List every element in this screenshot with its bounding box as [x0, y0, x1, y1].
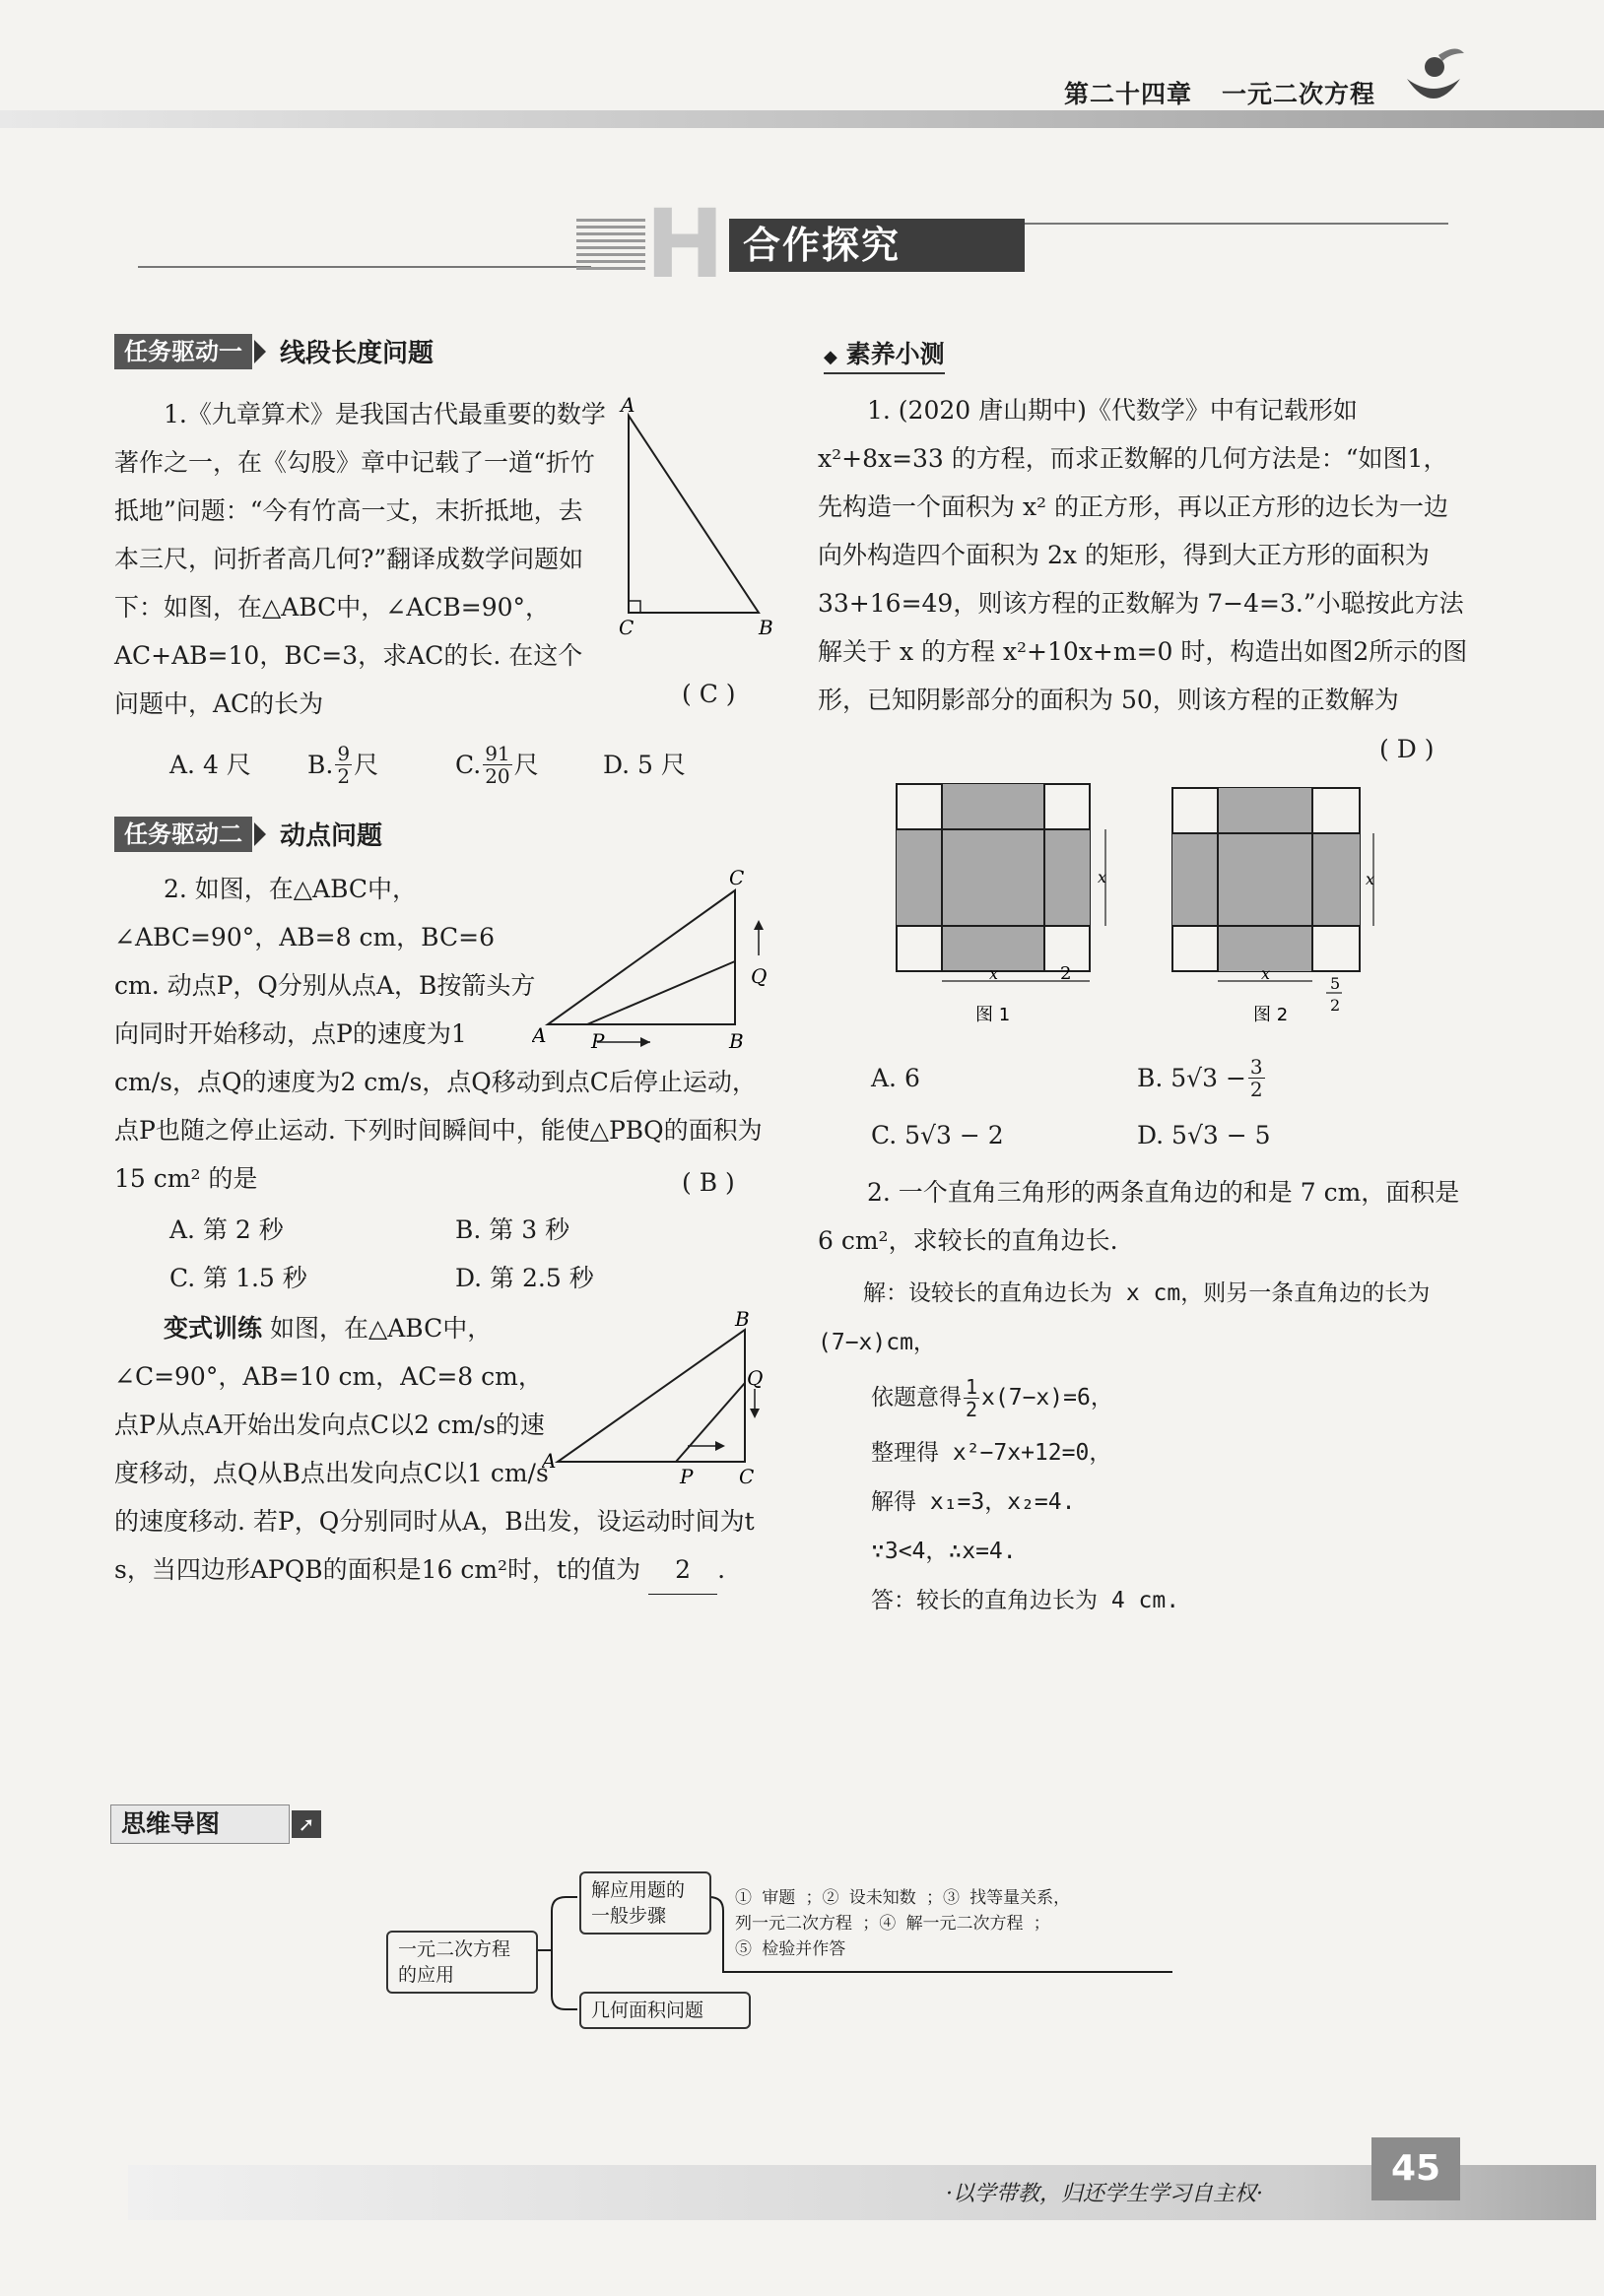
tag-arrow-icon — [252, 817, 270, 852]
task1-option-a: A. 4 尺 — [169, 751, 251, 779]
task1-title: 线段长度问题 — [280, 339, 434, 368]
tag-arrow-icon — [252, 334, 270, 369]
fraction: $\frac{1}{2}$ — [966, 1374, 978, 1421]
variant-triangle-figure — [542, 1310, 769, 1487]
solution-line-3: 整理得 x²−7x+12=0， — [871, 1440, 1112, 1466]
quiz-figure-1 — [887, 778, 1143, 1034]
solution-line-4: 解得 x₁=3，x₂=4. — [871, 1489, 1076, 1515]
task1-header — [114, 333, 434, 369]
mindmap-arrow-icon: ➚ — [292, 1810, 321, 1838]
fig3-label-q: Q — [747, 1366, 764, 1390]
quiz-option-c: C. 5√3 − 2 — [871, 1120, 1004, 1149]
section-divider-left — [138, 266, 591, 268]
quiz-q1-options — [871, 1048, 1442, 1162]
section-stripes — [576, 219, 645, 270]
fig3-label-c: C — [739, 1465, 755, 1487]
task1-option-d: D. 5 尺 — [603, 751, 686, 779]
fraction: $\frac{9}{2}$ — [337, 742, 351, 788]
fig2-label-a: A — [532, 1023, 547, 1047]
task2-answer: ( B ) — [682, 1168, 735, 1197]
task1-option-b: B. $\frac{9}{2}$ 尺 — [307, 742, 379, 788]
mindmap-steps-line-2: 列一元二次方程 ；④ 解一元二次方程 ； — [735, 1914, 1050, 1934]
mindmap-root: 一元二次方程的应用 — [386, 1931, 538, 1994]
mindmap-label: 思维导图 — [121, 1809, 221, 1838]
fig1-label-a: A — [621, 394, 635, 417]
task1-question: 1.《九章算术》是我国古代最重要的数学著作之一，在《勾股》章中记载了一道“折竹抵地”问题：“今有竹高一丈，末折抵地，去本三尺，问折者高几何?”翻译成数学问题如下：如图，在△ABC中，∠ACB=90°，AC+AB=10，BC=3，求AC的长. 在这个问题中，AC的长为 — [114, 400, 606, 718]
solution-line-6: 答：较长的直角边长为 4 cm. — [871, 1588, 1180, 1613]
quiz-solution — [818, 1269, 1472, 1625]
variant-text: 如图，在△ABC中，∠C=90°，AB=10 cm，AC=8 cm，点P从点A开始出发向点C以2 cm/s的速度移动，点Q从B点出发向点C以1 cm/s的速度移动. 若P，Q分别同时从A，B出发，设运动时间为t s，当四边形APQB的面积是16 cm²时，t的值为 — [114, 1314, 755, 1584]
mindmap-steps-line-3: ⑤ 检验并作答 — [735, 1939, 846, 1959]
section-title-end — [1007, 219, 1013, 272]
quiz-option-d: D. 5√3 − 5 — [1137, 1120, 1271, 1149]
task1-answer: ( C ) — [682, 680, 736, 708]
mindmap-header — [110, 1804, 290, 1844]
task2-tag: 任务驱动二 — [114, 817, 252, 852]
fig-q1-x-bottom: x — [989, 964, 999, 983]
header-bar — [0, 110, 1604, 128]
mindmap-branch-steps: 解应用题的一般步骤 — [579, 1871, 711, 1935]
fig-q2-five: 5 — [1330, 974, 1341, 993]
section-divider-right — [995, 223, 1448, 225]
solution-line-5: ∵3<4，∴x=4. — [871, 1539, 1017, 1564]
fig-q1-two: 2 — [1060, 963, 1072, 984]
fig-q2-x-bottom: x — [1261, 964, 1271, 983]
quiz-figure-2 — [1163, 778, 1419, 1034]
mindmap-steps-line-1: ① 审题 ；② 设未知数 ；③ 找等量关系， — [735, 1888, 1071, 1908]
fig-q2-x-side: x — [1366, 870, 1375, 888]
task2-option-b: B. 第 3 秒 — [455, 1215, 570, 1244]
logo-icon — [1399, 39, 1468, 118]
section-title: 合作探究 — [729, 219, 1025, 272]
variant-wrap: 变式训练 如图，在△ABC中，∠C=90°，AB=10 cm，AC=8 cm，点P从点A开始出发向点C以2 cm/s的速度移动，点Q从B点出发向点C以1 cm/s的速度移动. 若P，Q分别同时从A，B出发，设运动时间为t s，当四边形APQB的面积是16 cm²时，t的值为 2 . — [114, 1304, 765, 1595]
quiz-option-b: B. 5√3 − $\frac{3}{2}$ — [1137, 1054, 1263, 1101]
quiz-q1 — [818, 386, 1472, 724]
variant-blank: 2 — [648, 1545, 717, 1595]
quiz-header — [824, 335, 945, 374]
diamond-icon: ◆ — [824, 347, 837, 367]
task2-option-a: A. 第 2 秒 — [169, 1215, 284, 1244]
variant-label: 变式训练 — [164, 1314, 263, 1343]
task1-option-c: C. $\frac{91}{20}$ 尺 — [455, 742, 539, 788]
fig1-label-b: B — [759, 616, 773, 639]
task1-options — [169, 741, 721, 789]
fig2-label-q: Q — [751, 964, 768, 988]
page-number: 45 — [1371, 2137, 1460, 2200]
quiz-label: 素养小测 — [845, 340, 945, 368]
task2-options — [169, 1206, 721, 1302]
fig-q2-caption: 图 2 — [1253, 1005, 1289, 1025]
fig3-label-p: P — [680, 1465, 694, 1487]
task2-title: 动点问题 — [280, 821, 383, 851]
quiz-q2 — [818, 1168, 1472, 1265]
task2-triangle-figure — [532, 867, 769, 1064]
section-letter: H — [645, 189, 725, 299]
fig3-label-a: A — [542, 1449, 557, 1473]
solution-line-1: 解：设较长的直角边长为 x cm，则另一条直角边的长为(7−x)cm， — [818, 1280, 1431, 1355]
quiz-q1-answer: ( D ) — [1379, 735, 1435, 763]
fig2-label-b: B — [729, 1029, 744, 1053]
task2-option-d: D. 第 2.5 秒 — [455, 1264, 594, 1292]
fig-q1-caption: 图 1 — [975, 1005, 1011, 1025]
chapter-title: 一元二次方程 — [1222, 80, 1376, 108]
task2-option-c: C. 第 1.5 秒 — [169, 1264, 307, 1292]
fig-q1-x-side: x — [1098, 868, 1107, 886]
mindmap-branch-geometry: 几何面积问题 — [579, 1992, 751, 2029]
quiz-q1-text: 1. (2020 唐山期中)《代数学》中有记载形如 x²+8x=33 的方程，而求正数解的几何方法是：“如图1，先构造一个面积为 x² 的正方形，再以正方形的边长为一边向外构造四个面积为 2x 的矩形，得到大正方形的面积为 33+16=49，则该方程的正数解为 7−4=3.”小聪按此方法解关于 x 的方程 x²+10x+m=0 时，构造出如图2所示的图形，已知阴影部分的面积为 50，则该方程的正数解为 — [818, 396, 1468, 714]
fig3-label-b: B — [735, 1310, 750, 1331]
task2-header — [114, 816, 382, 852]
solution-line-2: 依题意得 $\frac{1}{2}$ x(7−x)=6， — [871, 1374, 1113, 1421]
task1-tag: 任务驱动一 — [114, 334, 252, 369]
fig2-label-p: P — [591, 1029, 605, 1053]
fig-q2-den: 2 — [1330, 996, 1341, 1015]
fig2-label-c: C — [729, 867, 745, 889]
task1-triangle-figure — [611, 394, 778, 640]
task2-question: 2. 如图，在△ABC中，∠ABC=90°，AB=8 cm，BC=6 cm. 动点P，Q分别从点A，B按箭头方向同时开始移动，点P的速度为1 cm/s，点Q的速度为2 cm/s，点Q移动到点C后停止运动，点P也随之停止运动. 下列时间瞬间中，能使△PBQ的面积为15 cm² 的是 — [114, 875, 763, 1193]
fraction: $\frac{3}{2}$ — [1249, 1054, 1263, 1101]
chapter-header — [1035, 75, 1375, 110]
quiz-q2-text: 2. 一个直角三角形的两条直角边的和是 7 cm，面积是 6 cm²，求较长的直角边长. — [818, 1178, 1460, 1255]
mindmap-steps — [735, 1885, 1070, 1962]
fraction: $\frac{91}{20}$ — [485, 742, 510, 788]
column-separator — [788, 335, 789, 1655]
quiz-option-a: A. 6 — [871, 1063, 920, 1092]
footer-motto: ·以学带教，归还学生学习自主权· — [946, 2182, 1263, 2206]
fig1-label-c: C — [619, 616, 635, 639]
chapter-number: 第二十四章 — [1064, 80, 1193, 108]
